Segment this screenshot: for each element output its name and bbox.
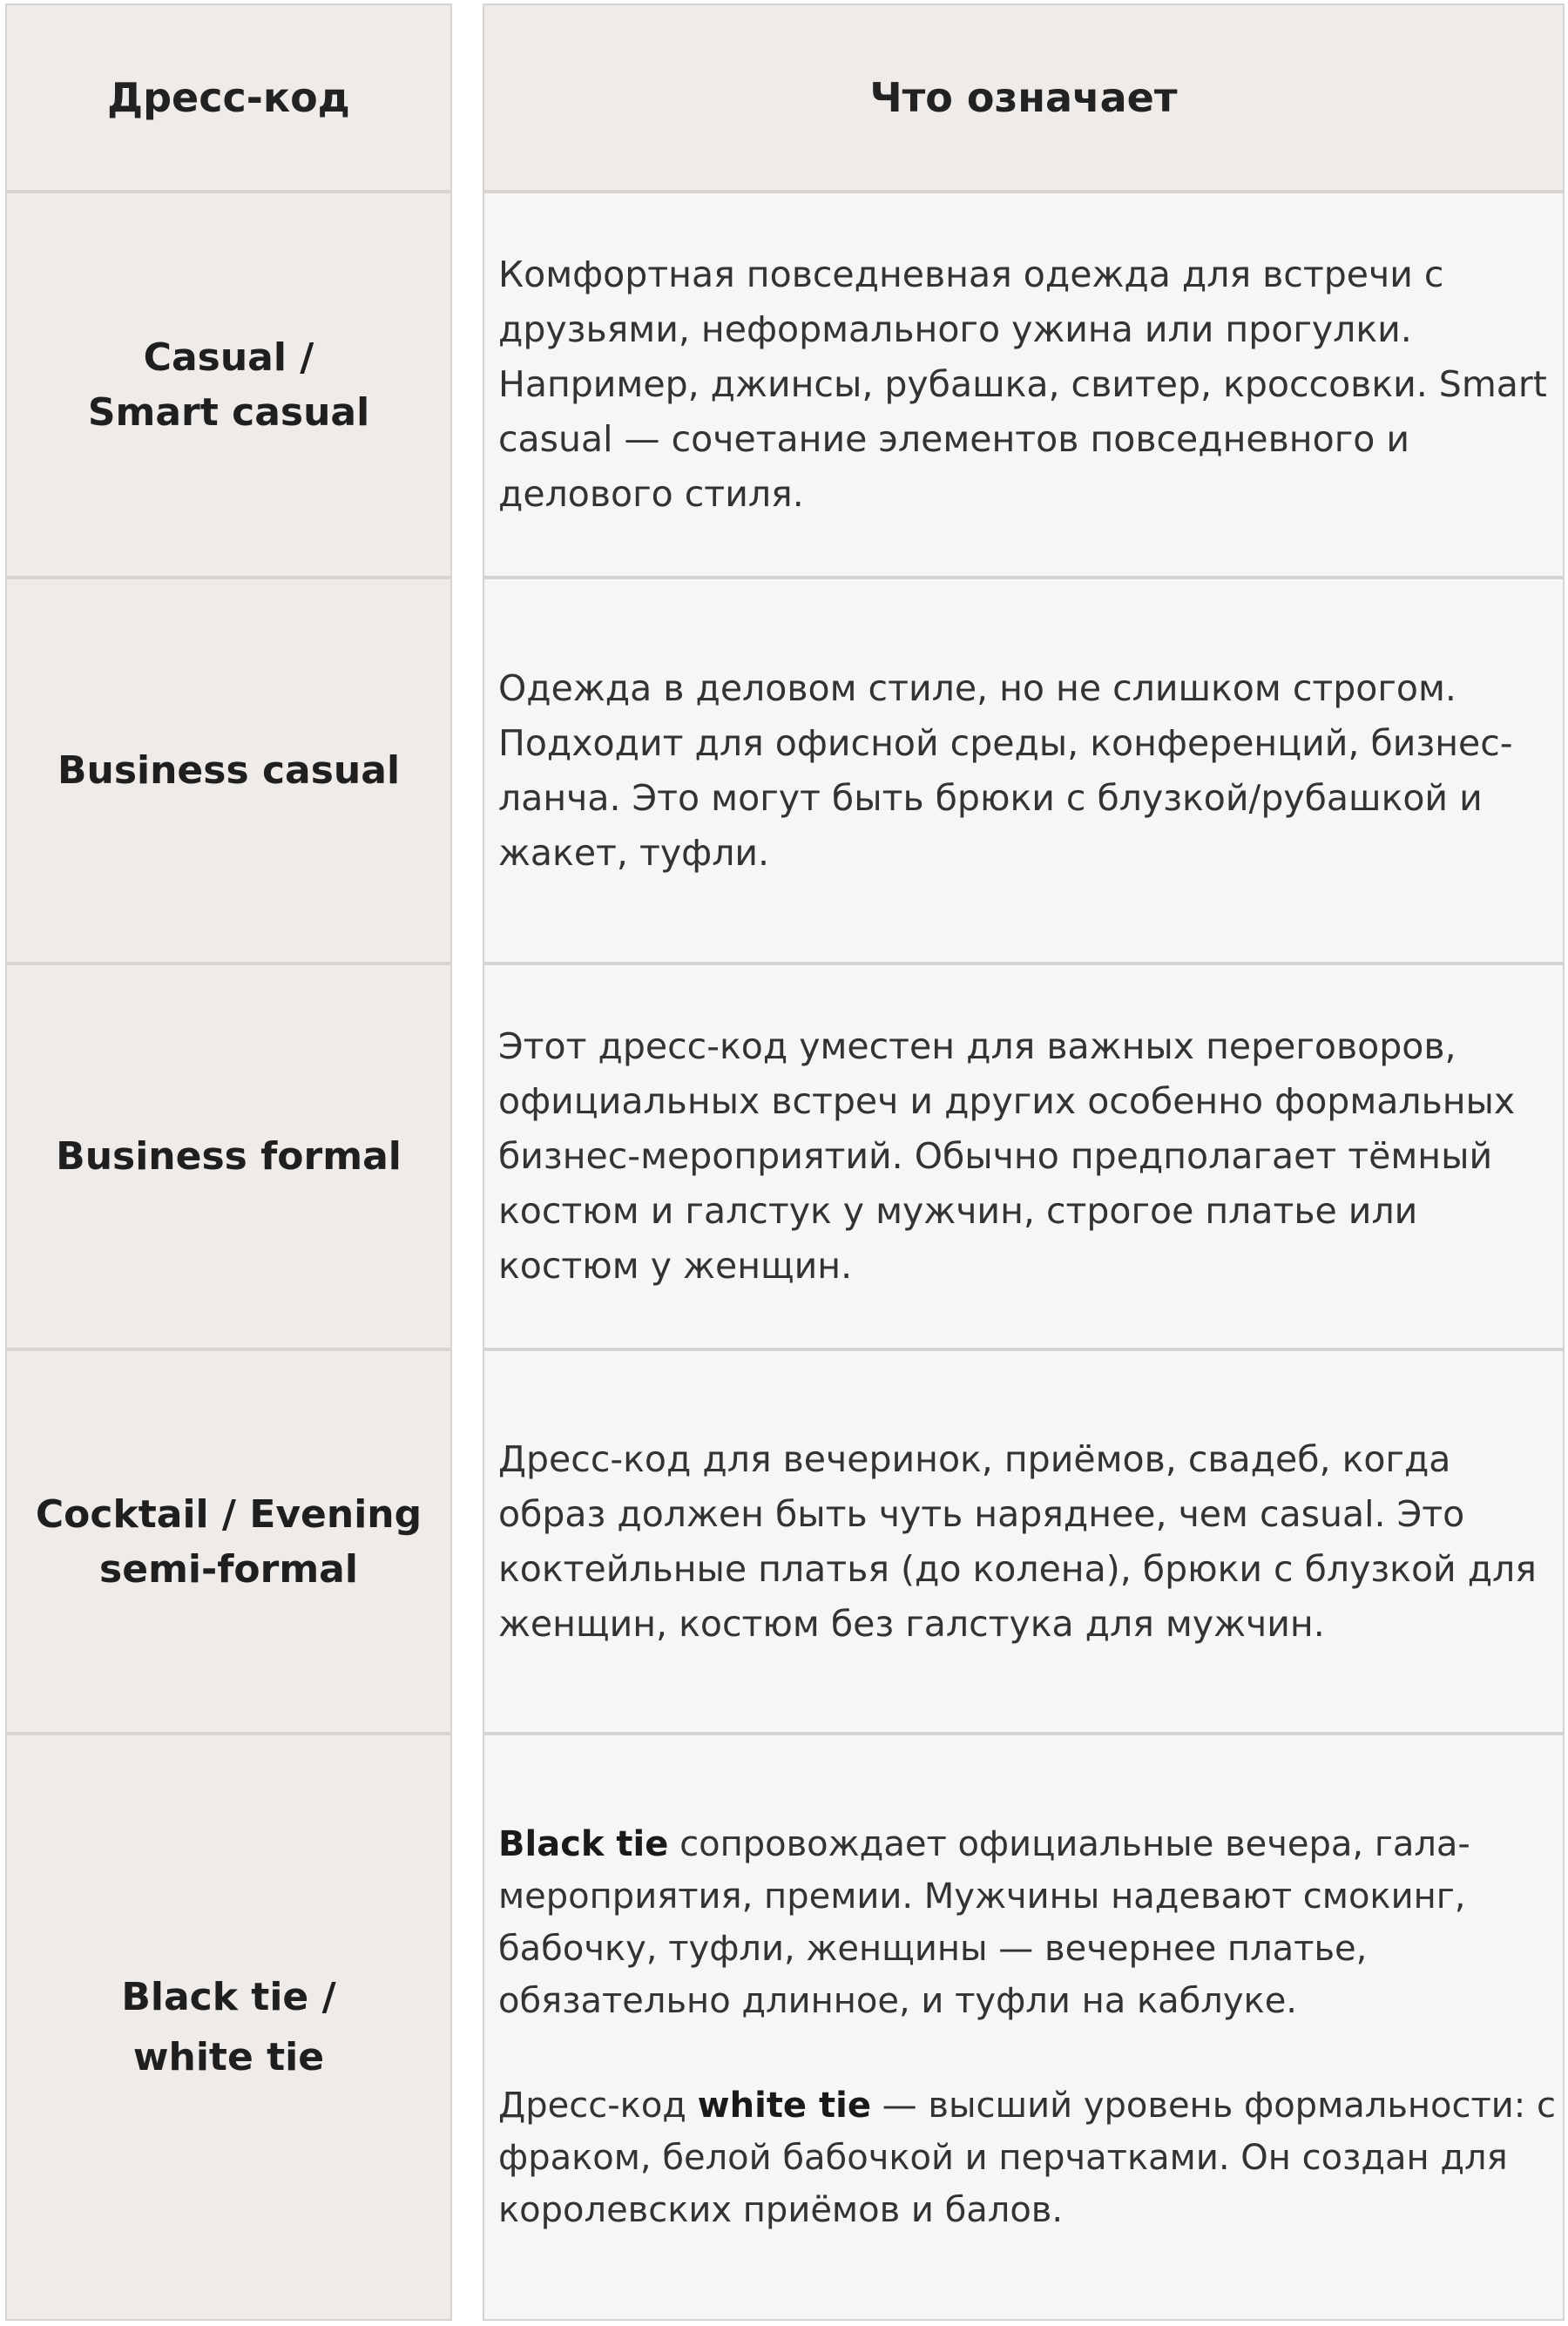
desc-line: бабочку, туфли, женщины — вечернее платье, [498,1929,1368,1969]
white-tie-paragraph: Дресс-код white tie — высший уровень формальности: с фраком, белой бабочкой и перчатками. Он создан для королевских приёмов и балов. [498,2079,1556,2236]
desc-line: Подходит для офисной среды, конференций, бизнес- [498,721,1513,764]
code-line: semi-formal [99,1546,358,1592]
desc-line: женщин, костюм без галстука для мужчин. [498,1602,1325,1645]
desc-line: королевских приёмов и балов. [498,2190,1064,2230]
header-code-label: Дресс-код [107,74,350,121]
white-tie-term: white tie [697,2086,871,2126]
table-row-desc-cocktail [483,1349,1565,1734]
code-line: white tie [132,2035,325,2079]
table-row-code-business-casual [5,578,452,964]
table-row-code-business-formal [5,964,452,1349]
desc-line: ланча. Это могут быть брюки с блузкой/рубашкой и [498,776,1483,819]
desc-line: Дресс-код для вечеринок, приёмов, свадеб, когда [498,1437,1451,1480]
desc-line: бизнес-мероприятий. Обычно предполагает тёмный [498,1135,1493,1177]
desc-line: Например, джинсы, рубашка, свитер, кроссовки. Smart [498,363,1547,405]
desc-line: костюм у женщин. [498,1245,853,1287]
table-row-desc-black-tie [483,1734,1565,2321]
desc-line: мероприятия, премии. Мужчины надевают смокинг, [498,1876,1466,1917]
desc-line: Этот дресс-код уместен для важных переговоров, [498,1025,1456,1067]
dress-code-table [5,3,1565,2321]
desc-line: Комфортная повседневная одежда для встречи с [498,254,1444,295]
header-cell-code [5,3,452,192]
table-row-desc-casual [483,192,1565,578]
desc-line: костюм и галстук у мужчин, строгое платье или [498,1190,1418,1232]
desc-line: casual — сочетание элементов повседневного и [498,418,1410,460]
code-line: Black tie / [121,1975,336,2019]
black-tie-term: Black tie [498,1824,669,1864]
header-meaning-label: Что означает [869,74,1178,121]
desc-line: официальных встреч и других особенно формальных [498,1080,1516,1122]
table-row-code-black-tie [5,1734,452,2321]
code-line: Casual / [143,335,314,380]
desc-line: фраком, белой бабочкой и перчатками. Он создан для [498,2138,1508,2178]
desc-line: коктейльные платья (до колена), брюки с блузкой для [498,1547,1537,1590]
desc-line: Одежда в деловом стиле, но не слишком строгом. [498,666,1456,709]
table-row-desc-business-formal [483,964,1565,1349]
desc-line: жакет, туфли. [498,831,770,874]
black-tie-paragraph: Black tie сопровождает официальные вечера, гала- мероприятия, премии. Мужчины надевают смокинг, бабочку, туфли, женщины — вечернее платье, обязательно длинное, и туфли на каблуке. [498,1818,1556,2027]
code-line: Business casual [57,748,401,793]
code-line: Smart casual [87,389,370,435]
desc-line: делового стиля. [498,473,804,515]
desc-line: образ должен быть чуть наряднее, чем casual. Это [498,1492,1465,1535]
header-cell-meaning [483,3,1565,192]
code-line: Cocktail / Evening [35,1491,422,1537]
table-row-desc-business-casual [483,578,1565,964]
table-row-code-cocktail [5,1349,452,1734]
desc-line: друзьями, неформального ужина или прогулки. [498,308,1412,350]
desc-line: обязательно длинное, и туфли на каблуке. [498,1981,1298,2021]
table-row-code-casual [5,192,452,578]
code-line: Business formal [56,1134,402,1179]
